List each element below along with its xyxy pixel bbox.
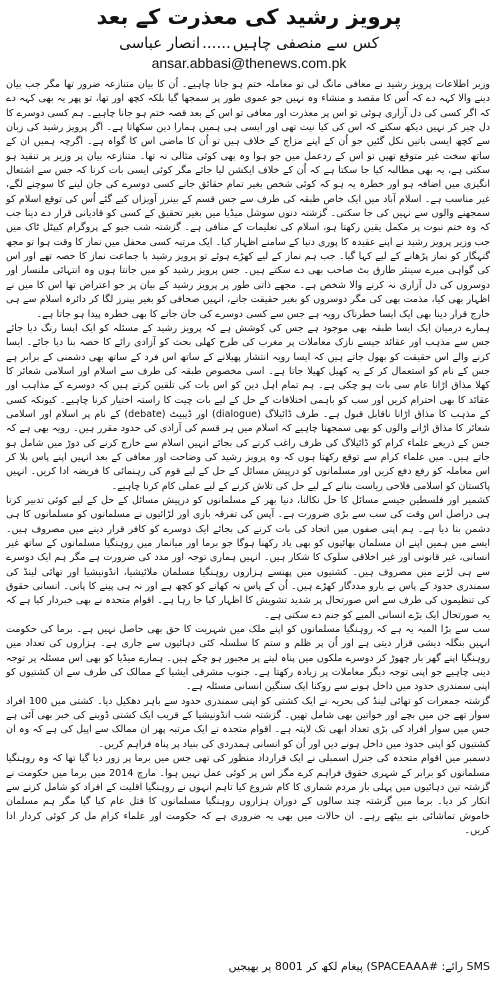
body-paragraph: گزشتہ جمعرات کو تھائی لینڈ کی بحریہ نے ایک کشتی کو اپنی سمندری حدود سے باہر دھکیل دیا۔ کشتی میں 100 افراد سوار تھے جن میں بچے اور خواتین بھی شامل تھیں۔ گزشتہ شب انڈونیشیا کے قریب ایک کشتی ڈوبنے کی خبر بھی آئی ہے جس میں سوار افراد کی بڑی تعداد ابھی تک لاپتہ ہے۔ اقوام متحدہ نے ایک مرتبہ پھر ان ممالک سے اپیل کی ہے کہ وہ ان کشتیوں کو اپنی حدود میں داخل ہونے دیں اور اُن کو انسانی ہمدردی کی بنیاد پر پناہ فراہم کریں۔ (6, 695, 490, 750)
byline-separator: ...... (202, 34, 231, 52)
body-paragraph: سب سے بڑا المیہ یہ ہے کہ روہنگیا مسلمانوں کو اپنے ملک میں شہریت کا حق بھی حاصل نہیں ہے۔ برما کی حکومت انہیں بنگلہ دیشی قرار دیتی ہے اور اُن پر ظلم و ستم کا سلسلہ کئی دہائیوں سے جاری ہے۔ ہزاروں کی تعداد میں روہنگیا اپنے گھر بار چھوڑ کر دوسرے ملکوں میں پناہ لینے پر مجبور ہو چکے ہیں۔ ہمارے میڈیا کو بھی اس مسئلہ پر توجہ دینی چاہیے جو اپنی توجہ دیگر معاملات پر زیادہ رکھتا ہے۔ جنوب مشرقی ایشیا کے ممالک کی طرف سے ان کشتیوں کو اپنی سمندری حدود میں داخل ہونے سے روکنا ایک سنگین انسانی مسئلہ ہے۔ (6, 624, 490, 693)
body-paragraph: دسمبر میں اقوام متحدہ کی جنرل اسمبلی نے ایک قرارداد منظور کی تھی جس میں برما پر زور دیا گیا تھا کہ وہ روہنگیا مسلمانوں کو برابر کے شہری حقوق فراہم کرے مگر اس پر کوئی عمل نہیں ہوا۔ مارچ 2014 میں برما میں حکومت نے گزشتہ تین دہائیوں میں پہلی بار مردم شماری کا کام شروع کیا تاہم انہوں نے روہنگیا اقلیت کے افراد کو شامل کرنے سے انکار کر دیا۔ برما میں گزشتہ چند سالوں کے دوران ہزاروں روہنگیا مسلمانوں کا قتل عام کیا گیا مگر ہم مسلمان خاموش تماشائی بنے بیٹھے رہے۔ ان حالات میں بھی یہ ضروری ہے کہ حکومت اور علماء کرام مل کر کوئی کردار ادا کریں۔ (6, 753, 490, 836)
body-paragraph: ہمارے درمیان ایک ایسا طبقہ بھی موجود ہے جس کی کوشش ہے کہ پرویز رشید کے مسئلہ کو ایک ایسا رنگ دیا جائے جس سے مذہب اور عقائد جیسے نازک معاملات پر مغرب کی طرح کھلی بحث کو آزادی رائے کا حصہ بنا دیا جائے۔ ایسا کرنے والے اس حقیقت کو بھول جاتے ہیں کہ ایسا رویہ انتشار پھیلانے کے ساتھ اس فرد کے ساتھ بھی دشمنی کے برابر ہے جس کے نام کو استعمال کر کے یہ کھیل کھیلا جاتا ہے۔ اسی مخصوص طبقہ کی طرف سے اسلام اور اسلامی شعائر کا کھلا مذاق اڑانا عام سی بات ہو چکی ہے۔ ہم تمام اہل دین کو اس بات کی تلقین کرتے ہیں کہ دوسرے کے مذاہب اور عقائد کا بھی احترام کریں اور سب کو باہمی اختلافات کے حل کے لیے بات چیت کا راستہ اختیار کرنا چاہیے۔ کیونکہ کسی کے مذہب کا مذاق اڑانا ناقابل قبول ہے۔ طرف ڈائیلاگ (dialogue) اور ڈیبیٹ (debate) کے نام پر اسلام اور اسلامی شعائر کا مذاق اڑانے والوں کو بھی سمجھنا چاہیے کہ اسلام میں ہر قسم کی آزادی کی حدود مقرر ہیں۔ رویہ بھی ہے کہ جس کے ذریعے علماء کرام کو ڈائیلاگ کی طرف راغب کرنے کی بجائے انہیں اسلام سے خارج کرنے کی دوڑ میں شامل ہو جاتے ہیں۔ میں علماء کرام سے توقع رکھتا ہوں کہ وہ پرویز رشید کی وضاحت اور معافی کے بعد انہیں اپنے پاس بلا کر اس معاملہ کو رفع دفع کریں اور مسلمانوں کو درپیش مسائل کے حل کے لیے قوم کی رہنمائی کا فریضہ ادا کریں۔ انہیں پاکستان کو اسلامی فلاحی ریاست بنانے کے لیے حل کی تلاش کرنے کے لیے عملی کام کرنا چاہیے۔ (6, 322, 490, 492)
sms-feedback-note: SMS رائے: #SPACEAAA) پیغام لکھ کر 8001 پر بھیجیں (228, 960, 490, 973)
body-paragraph: کشمیر اور فلسطین جیسے مسائل کا حل نکالنا، دنیا بھر کے مسلمانوں کو درپیش مسائل کے حل کے لیے کوئی تدبیر کرنا ہی دراصل اس وقت کی سب سے بڑی ضرورت ہے۔ آپس کی تفرقہ بازی اور لڑائیوں نے مسلمانوں کو مسلمانوں کا ہی دشمن بنا دیا ہے۔ ہم اپنی صفوں میں اتحاد کی بات کرنے کی بجائے ایک دوسرے کو کافر قرار دینے میں مصروف ہیں۔ ایسے میں ہمیں اپنے ان مسلمان بھائیوں کو بھی یاد رکھنا ہوگا جو برما اور میانمار میں روہنگیا مسلمانوں کے ساتھ غیر انسانی، غیر قانونی اور غیر اخلاقی سلوک کا شکار ہیں۔ انہیں ہماری توجہ اور مدد کی ضرورت ہے مگر ہم ایک دوسرے سے ہی لڑنے میں مصروف ہیں۔ کشتیوں میں پھنسے ہزاروں روہنگیا مسلمان ملائیشیا، انڈونیشیا اور تھائی لینڈ کی سمندری حدود کے پاس بے یارو مددگار کھڑے ہیں۔ اُن کے پاس نہ کھانے کو کچھ ہے اور نہ ہی پینے کا پانی۔ انسانی حقوق کی تنظیموں کی طرف سے اس صورتحال پر شدید تشویش کا اظہار کیا جا رہا ہے۔ اقوام متحدہ نے بھی خبردار کیا ہے کہ یہ صورتحال ایک بڑے انسانی المیے کو جنم دے سکتی ہے۔ (6, 494, 490, 621)
tagline: کس سے منصفی چاہیں (232, 34, 379, 52)
byline (0, 33, 498, 53)
article-body (6, 78, 490, 838)
body-paragraph: وزیر اطلاعات پرویز رشید نے معافی مانگ لی تو معاملہ ختم ہو جانا چاہیے۔ اُن کا بیان متنازعہ ضرور تھا مگر جب بیان دینے والا کہہ دے کہ اُس کا مقصد و منشاء وہ نہیں جو عموی طور پر سمجھا گیا بلکہ کچھ اور تھا، تو پھر یہ بھی کہہ دے کہ اگر کسی کی دل آزاری ہوئی تو اس پر معذرت اور معافی تو اس کے بعد قصہ ختم ہو جانا چاہیے۔ ہم کسی دوسرے کا دل چیر کر نہیں دیکھ سکتے کہ اس کی کیا نیت تھی اور ایسی ہی ہمیں ہمارا دین سکھاتا ہے۔ اگر پرویز رشید کی زبان سے کچھ ایسی باتیں نکل گئیں جو اُن کے اپنے مزاج کے خلاف ہیں تو اُن کا ماضی اس کا گواہ ہے۔ اگرچہ ہمیں ان کے ساتھ سخت غیر متوقع تھیں تو اس کے ردعمل میں جو ہوا وہ بھی کوئی مثالی نہ تھا۔ متنازعہ بیان پر وزیر پر تنقید ہو سکتی ہے، یہ بھی مطالبہ کیا جا سکتا ہے کہ اُن کے خلاف ایکشن لیا جائے مگر کوئی ایسی بات کرنا کہ جس سے اشتعال انگیزی میں اضافہ ہو اور خطرہ یہ ہو کہ کوئی شخص بغیر تمام حقائق جانے کسی دوسرے کی جان لینے کا سوچنے لگے، غیر مناسب ہے۔ اسلام آباد میں ایک خاص طبقہ کی طرف سے جس قسم کے بینرز آویزاں کیے گئے اُس کی توقع اسلام کو سمجھنے والوں سے نہیں کی جا سکتی۔ گزشتہ دنوں سوشل میڈیا میں بغیر تحقیق کے کسی کو قادیانی قرار دے دینا جب کہ وہ ختم نبوت پر مکمل یقین رکھتا ہو، اسلام کی تعلیمات کے منافی ہے۔ گزشتہ شب جیو کے پروگرام کیپٹل ٹاک میں جب وزیر پرویز رشید نے اپنے عقیدہ کا پوری دنیا کے سامنے اظہار کیا۔ ایک مرتبہ کسی محفل میں نماز کا وقت ہوا تو مجھ گنہگار کو نماز پڑھانے کے لیے کہا گیا۔ جب ہم نماز کے لیے کھڑے ہوئے تو پرویز رشید با جماعت نماز کا حصہ تھے اور اس کی گواہی میرے سینئر طارق بٹ صاحب بھی دے سکتے ہیں۔ جس پرویز رشید کو میں جانتا ہوں وہ انتہائی ملنسار اور دوسروں کی دل آزاری نہ کرنے والا شخص ہے۔ مجھے ذاتی طور پر پرویز رشید کے بیان پر جو اعتراض تھا اس کا میں نے اظہار بھی کیا، مذمت بھی کی مگر دوسروں کو بغیر حقیقت جانے، انہیں صحافی کو بغیر بینرز لگا کر دائرہ اسلام سے ہی خارج قرار دینا بھی ایک ایسا خطرناک رویہ ہے جس سے کسی دوسرے کی جان جانے کا بھی خطرہ پیدا ہو جاتا ہے۔ (6, 79, 490, 320)
article-headline: پرویز رشید کی معذرت کے بعد (96, 5, 402, 29)
author-email: ansar.abbasi@thenews.com.pk (151, 55, 347, 71)
author-name: انصار عباسی (119, 34, 201, 52)
